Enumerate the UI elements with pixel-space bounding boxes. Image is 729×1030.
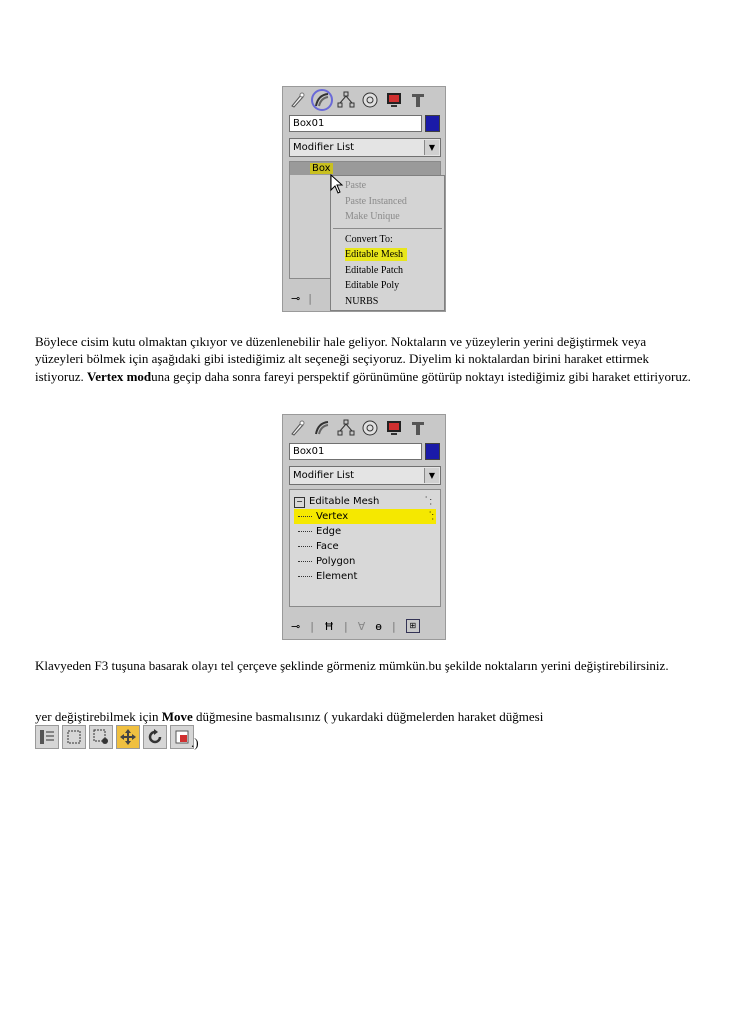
tree-item-label: Face [316,541,339,552]
menu-item-editable-patch[interactable] [331,263,444,279]
menu-item-label: Editable Mesh [345,248,407,261]
motion-tab-icon[interactable] [359,89,381,111]
menu-item-label: Editable Patch [345,264,404,276]
modifier-stack [289,489,441,607]
tree-item-label: Element [316,571,358,582]
toolbar-closing-text: .) [191,735,199,750]
divider: | [310,619,314,633]
hierarchy-tab-icon[interactable] [335,89,357,111]
tree-connector [298,561,312,562]
stack-item-box[interactable] [290,162,440,175]
show-end-result-icon[interactable]: Ħ [323,619,335,633]
hierarchy-tab-icon[interactable] [335,417,357,439]
tree-root-label: Editable Mesh [309,496,380,507]
chevron-down-icon[interactable]: ▼ [424,468,439,483]
create-tab-icon[interactable] [287,417,309,439]
tree-item-label: Vertex [316,511,349,522]
collapse-icon[interactable]: − [294,497,305,508]
menu-item-paste-instanced[interactable] [331,194,444,210]
menu-item-nurbs[interactable] [331,294,444,310]
divider: | [344,619,348,633]
menu-item-label: Paste [345,180,367,191]
command-panel-tabs [283,87,445,113]
modifier-list-dropdown[interactable] [289,138,441,157]
paragraph-1 [35,333,695,385]
menu-item-convert-to[interactable] [331,232,444,248]
object-name-field[interactable]: Box01 [289,443,422,460]
modifier-list-dropdown[interactable] [289,466,441,485]
rotate-icon[interactable] [143,725,167,749]
utilities-tab-icon[interactable] [407,417,429,439]
modify-tab-icon[interactable] [311,89,333,111]
window-crossing-icon[interactable] [89,725,113,749]
menu-item-label: NURBS [345,295,379,307]
tree-root-editable-mesh[interactable] [294,494,436,509]
divider: | [308,291,312,305]
configure-modifier-sets-icon[interactable]: ⊞ [406,619,420,633]
paragraph-2 [35,657,685,674]
tree-item-face[interactable] [294,539,436,554]
pin-stack-icon[interactable]: ⊸ [291,619,301,633]
display-tab-icon[interactable] [383,417,405,439]
command-panel-tabs [283,415,445,441]
menu-item-editable-mesh[interactable] [331,247,444,263]
tree-item-vertex[interactable] [294,509,436,524]
make-unique-icon[interactable]: ∀ [357,619,366,633]
object-color-swatch[interactable] [425,115,440,132]
motion-tab-icon[interactable] [359,417,381,439]
object-name-field[interactable]: Box01 [289,115,422,132]
modifier-tree [294,494,436,584]
modify-tab-icon[interactable] [311,417,333,439]
paragraph-1-bold: Vertex mod [87,368,152,384]
tree-connector [298,516,312,517]
remove-modifier-icon[interactable]: ɵ [375,619,382,633]
stack-bottom-bar [283,613,445,639]
paragraph-3-text-end: düğmesine basmalısınız ( yukardaki düğmelerden haraket düğmesi [192,709,544,724]
paragraph-3-bold: Move [161,709,193,724]
vertex-dots-icon: ·. · [424,493,434,509]
menu-item-make-unique[interactable] [331,209,444,225]
select-by-name-icon[interactable] [35,725,59,749]
object-color-swatch[interactable] [425,443,440,460]
menu-item-label: Make Unique [345,211,400,222]
menu-item-paste[interactable] [331,178,444,194]
menu-separator [333,228,442,229]
paragraph-1-text: Böylece cisim kutu olmaktan çıkıyor ve düzenlenebilir hale geliyor. Noktaların ve yüzeylerin yerini değiştirmek veya yüzeyleri bölmek için aşağıdaki gibi istediğimiz alt seçeneği seçiyoruz. Diyelim ki noktalardan birini haraket ettirmek istiyoruz. [35,334,650,384]
modifier-list-label: Modifier List [293,142,355,153]
tree-connector [298,546,312,547]
chevron-down-icon[interactable]: ▼ [424,140,439,155]
move-icon[interactable] [116,725,140,749]
divider: | [392,619,396,633]
menu-item-label: Paste Instanced [345,195,407,207]
paragraph-1-text-end: una geçip daha sonra fareyi perspektif görünümüne götürüp noktayı istediğimiz gibi haraket ettiriyoruz. [151,368,691,384]
paragraph-3 [35,708,715,725]
tree-connector [298,576,312,577]
menu-item-editable-poly[interactable] [331,278,444,294]
pin-stack-icon[interactable]: ⊸ [291,291,301,305]
tree-item-label: Polygon [316,556,356,567]
stack-context-menu [330,175,445,311]
region-select-icon[interactable] [62,725,86,749]
command-panel-2 [282,414,446,640]
tree-item-element[interactable] [294,569,436,584]
paragraph-3-text: yer değiştirebilmek için [35,709,162,724]
create-tab-icon[interactable] [287,89,309,111]
mouse-cursor-icon [330,174,344,194]
tree-item-polygon[interactable] [294,554,436,569]
tree-connector [298,531,312,532]
paragraph-2-text: Klavyeden F3 tuşuna basarak olayı tel çerçeve şeklinde görmeniz mümkün.bu şekilde noktaların yerini değiştirebilirsiniz. [35,658,669,673]
modifier-list-label: Modifier List [293,470,355,481]
main-toolbar-strip [35,725,199,751]
vertex-dots-icon: ·. · [428,508,434,524]
utilities-tab-icon[interactable] [407,89,429,111]
menu-item-label: Convert To: [345,233,393,245]
menu-item-label: Editable Poly [345,280,400,291]
stack-item-label: Box [312,163,331,174]
display-tab-icon[interactable] [383,89,405,111]
tree-item-label: Edge [316,526,342,537]
tree-item-edge[interactable] [294,524,436,539]
